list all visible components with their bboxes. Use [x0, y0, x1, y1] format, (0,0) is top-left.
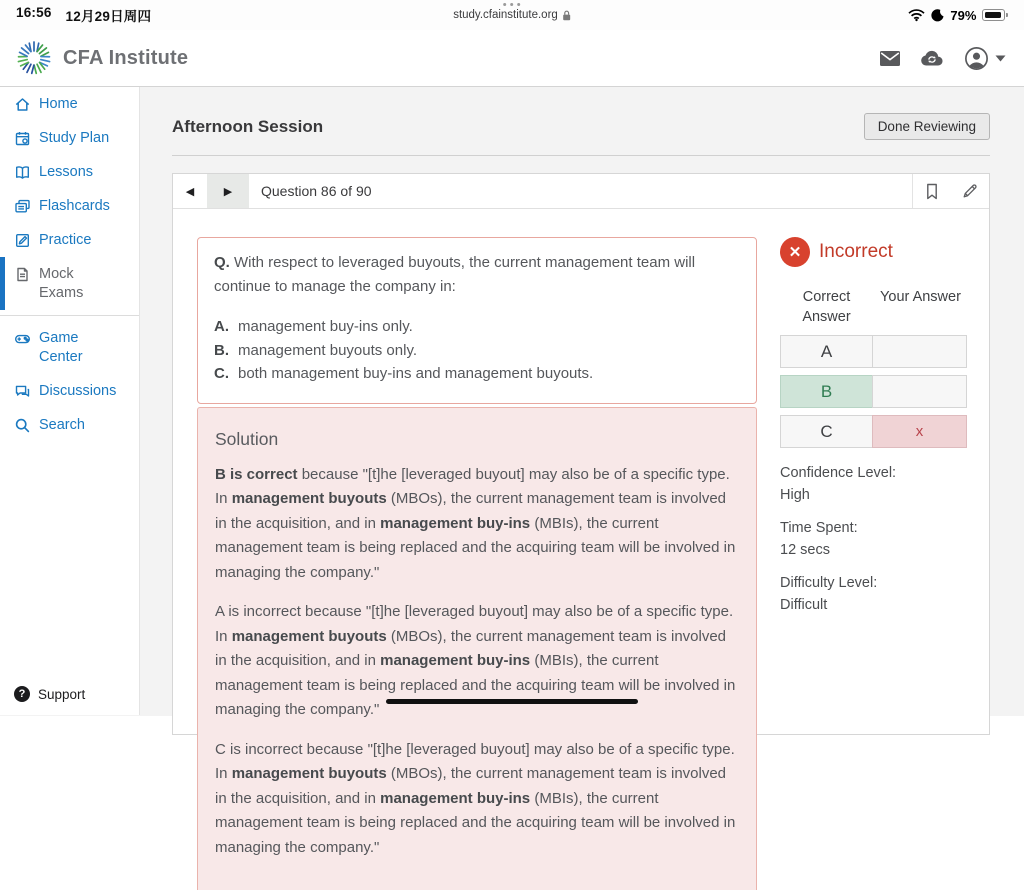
sidebar-item-label: Home	[39, 95, 78, 114]
status-time: 16:56	[16, 5, 52, 25]
solution-paragraph: B is correct because "[t]he [leveraged buyout] may also be of a specific type. In management buyouts (MBOs), the current management team is involved in the acquisition, and in management buy-ins (MBIs), the current management team is being replaced and the acquiring team will be involved in managing the company."	[215, 463, 739, 586]
home-icon	[14, 96, 31, 113]
study-plan-icon	[14, 130, 31, 147]
sidebar-item-practice[interactable]	[0, 223, 139, 257]
question-counter: Question 86 of 90	[261, 183, 372, 199]
bookmark-icon	[925, 183, 939, 200]
caret-down-icon	[995, 55, 1006, 62]
cfa-logo-icon	[14, 38, 54, 78]
solution-paragraph: A is incorrect because "[t]he [leveraged buyout] may also be of a specific type. In management buyouts (MBOs), the current management team is involved in the acquisition, and in management buy-ins (MBIs), the current management team is being replaced and the acquiring team will be involved in managing the company."	[215, 600, 739, 723]
wifi-icon	[908, 9, 925, 21]
status-date: 12月29日周四	[66, 5, 152, 25]
option-row-a	[214, 315, 740, 339]
correct-cell: A	[780, 335, 873, 368]
lock-icon	[562, 10, 571, 21]
sidebar-item-label: Mock Exams	[39, 265, 95, 303]
answer-row-a	[780, 335, 972, 368]
correct-answer-header: Correct Answer	[780, 287, 873, 327]
notes-button[interactable]	[951, 174, 989, 208]
sidebar-item-label: Lessons	[39, 163, 93, 182]
support-button[interactable]	[0, 673, 139, 715]
option-text: both management buy-ins and management buyouts.	[238, 362, 593, 386]
sidebar-item-game-center[interactable]	[0, 321, 139, 374]
address-url: study.cfainstitute.org	[453, 9, 558, 21]
question-box	[197, 237, 757, 404]
page-title: Afternoon Session	[172, 117, 323, 137]
stat-label: Difficulty Level:	[780, 572, 972, 594]
practice-icon	[14, 232, 31, 249]
account-menu[interactable]	[964, 46, 1006, 71]
sidebar-item-label: Discussions	[39, 382, 116, 401]
home-indicator[interactable]	[386, 699, 638, 705]
support-icon: ?	[14, 686, 30, 702]
forward-arrow-icon: ▶	[224, 185, 232, 198]
correct-cell: C	[780, 415, 873, 448]
sidebar-item-label: Practice	[39, 231, 91, 250]
sidebar-item-search[interactable]	[0, 408, 139, 442]
moon-icon	[931, 9, 944, 22]
stat-value: High	[780, 484, 972, 506]
back-arrow-icon: ◀	[186, 185, 194, 198]
brand-name: CFA Institute	[63, 47, 188, 70]
address-bar[interactable]	[453, 9, 571, 21]
app-header	[0, 30, 1024, 87]
sidebar-item-mock-exams[interactable]	[0, 257, 139, 310]
account-icon	[964, 46, 989, 71]
sidebar-item-flashcards[interactable]	[0, 189, 139, 223]
question-nav	[173, 174, 989, 209]
lessons-icon	[14, 164, 31, 181]
status-bar	[0, 0, 1024, 30]
messages-button[interactable]	[880, 51, 900, 66]
result-status: Incorrect	[819, 241, 893, 263]
error-icon: ✕	[780, 237, 810, 267]
brand[interactable]	[14, 38, 188, 78]
correct-cell: B	[780, 375, 873, 408]
result-badge	[780, 237, 972, 267]
discussions-icon	[14, 383, 31, 400]
solution-title: Solution	[215, 429, 739, 450]
your-cell	[872, 335, 967, 368]
cloud-sync-icon	[920, 50, 944, 67]
question-text: Q. With respect to leveraged buyouts, the current management team will continue to manage the company in:	[214, 251, 740, 299]
battery-icon	[982, 9, 1008, 21]
option-row-c	[214, 362, 740, 386]
question-panel	[172, 173, 990, 735]
main-content	[140, 87, 1024, 715]
solution-box	[197, 407, 757, 890]
answer-table	[780, 335, 972, 448]
your-cell	[872, 375, 967, 408]
stat-value: Difficult	[780, 594, 972, 616]
result-panel	[780, 237, 972, 890]
option-text: management buyouts only.	[238, 339, 417, 363]
question-stats	[780, 462, 972, 616]
battery-percent: 79%	[950, 8, 976, 23]
option-row-b	[214, 339, 740, 363]
answer-row-c	[780, 415, 972, 448]
done-reviewing-button[interactable]: Done Reviewing	[864, 113, 990, 140]
prev-question-button[interactable]	[173, 174, 207, 208]
search-icon	[14, 417, 31, 434]
sync-button[interactable]	[920, 50, 944, 67]
sidebar-item-study-plan[interactable]	[0, 121, 139, 155]
sidebar-item-label: Study Plan	[39, 129, 109, 148]
your-answer-header: Your Answer	[873, 287, 968, 327]
sidebar-item-label: Search	[39, 416, 85, 435]
sidebar-item-label: Game Center	[39, 329, 95, 367]
stat-label: Time Spent:	[780, 517, 972, 539]
sidebar-item-discussions[interactable]	[0, 374, 139, 408]
sidebar-item-label: Flashcards	[39, 197, 110, 216]
pencil-icon	[961, 182, 979, 200]
next-question-button[interactable]	[207, 174, 249, 208]
answer-row-b	[780, 375, 972, 408]
header-divider	[172, 155, 990, 156]
stat-label: Confidence Level:	[780, 462, 972, 484]
solution-paragraph: C is incorrect because "[t]he [leveraged buyout] may also be of a specific type. In management buyouts (MBOs), the current management team is involved in the acquisition, and in management buy-ins (MBIs), the current management team is being replaced and the acquiring team will be involved in managing the company."	[215, 738, 739, 861]
support-label: Support	[38, 687, 85, 702]
sidebar	[0, 87, 140, 715]
mail-icon	[880, 51, 900, 66]
option-letter: A.	[214, 315, 238, 339]
mock-exams-icon	[14, 266, 31, 283]
sidebar-divider	[0, 315, 139, 316]
sidebar-item-home[interactable]	[0, 87, 139, 121]
flashcards-icon	[14, 198, 31, 215]
stat-value: 12 secs	[780, 539, 972, 561]
option-text: management buy-ins only.	[238, 315, 413, 339]
bookmark-button[interactable]	[913, 174, 951, 208]
game-center-icon	[14, 330, 31, 347]
option-letter: B.	[214, 339, 238, 363]
tab-dots-icon[interactable]	[453, 3, 571, 6]
option-letter: C.	[214, 362, 238, 386]
sidebar-item-lessons[interactable]	[0, 155, 139, 189]
your-cell: x	[872, 415, 967, 448]
